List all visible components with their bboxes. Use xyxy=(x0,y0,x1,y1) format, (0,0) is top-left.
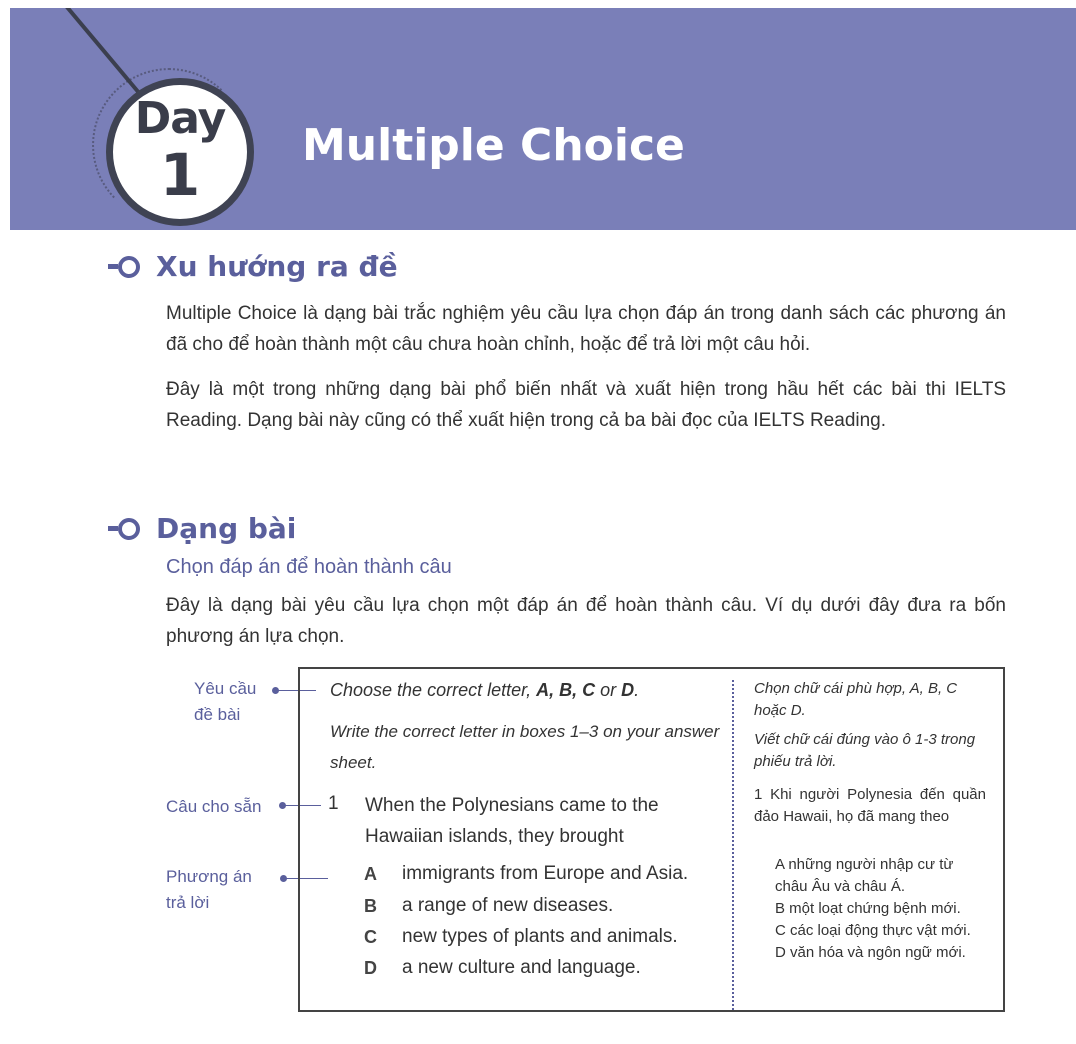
paragraph-1: Multiple Choice là dạng bài trắc nghiệm yêu cầu lựa chọn đáp án trong danh sách các phương án đã cho để hoàn thành một câu chưa hoàn chỉnh, hoặc để trả lời một câu hỏi. xyxy=(166,303,1006,355)
day-number: 1 xyxy=(159,141,201,209)
translation-option-b: B một loạt chứng bệnh mới. xyxy=(775,900,961,917)
section-heading-type xyxy=(108,512,296,545)
paragraph-2: Đây là một trong những dạng bài phổ biến nhất và xuất hiện trong hầu hết các bài thi IELTS Reading. Dạng bài này cũng có thể xuất hiện trong cả ba bài đọc của IELTS Reading. xyxy=(166,379,1006,431)
page-title: Multiple Choice xyxy=(302,120,685,171)
section-title: Dạng bài xyxy=(156,512,297,545)
paragraph-3: Đây là dạng bài yêu cầu lựa chọn một đáp án để hoàn thành câu. Ví dụ dưới đây đưa ra bốn phương án lựa chọn. xyxy=(166,595,1006,647)
header-banner xyxy=(10,8,1076,230)
bullet-circle-icon xyxy=(118,256,140,278)
bullet-circle-icon xyxy=(118,518,140,540)
dotted-divider xyxy=(732,680,734,1010)
day-badge xyxy=(106,78,254,226)
option-text-a: immigrants from Europe and Asia. xyxy=(402,863,689,884)
annotation-requirement: Yêu cầu đề bài xyxy=(194,679,257,724)
translation-option-c: C các loại động thực vật mới. xyxy=(775,922,971,939)
option-letter-d: D xyxy=(364,958,377,978)
subheading: Chọn đáp án để hoàn thành câu xyxy=(166,556,452,578)
bullet-dash-icon xyxy=(108,264,118,269)
translation-option-d: D văn hóa và ngôn ngữ mới. xyxy=(775,944,966,961)
option-letter-c: C xyxy=(364,927,377,947)
option-text-b: a range of new diseases. xyxy=(402,895,614,916)
option-text-d: a new culture and language. xyxy=(402,957,641,978)
translation-option-a: A những người nhập cư từ châu Âu và châu Á. xyxy=(775,856,954,895)
annotation-given-sentence: Câu cho sẵn xyxy=(166,797,262,816)
annotation-options: Phương án trả lời xyxy=(166,867,252,912)
instruction-1: Choose the correct letter, A, B, C or D. xyxy=(330,680,640,700)
instruction-2: Write the correct letter in boxes 1–3 on your answer sheet. xyxy=(330,722,720,772)
option-letter-b: B xyxy=(364,896,377,916)
section-heading-trend xyxy=(108,250,398,283)
translation-question: 1 Khi người Polynesia đến quần đảo Hawaii, họ đã mang theo xyxy=(754,786,986,825)
translation-instruction-2: Viết chữ cái đúng vào ô 1-3 trong phiếu trả lời. xyxy=(754,731,976,770)
question-number: 1 xyxy=(328,793,339,814)
bullet-dash-icon xyxy=(108,526,118,531)
section-title: Xu hướng ra đề xyxy=(156,250,398,283)
translation-instruction-1: Chọn chữ cái phù hợp, A, B, C hoặc D. xyxy=(754,680,958,719)
option-text-c: new types of plants and animals. xyxy=(402,926,678,947)
option-letter-a: A xyxy=(364,864,377,884)
question-text: When the Polynesians came to the Hawaiian islands, they brought xyxy=(365,795,659,847)
day-label: Day xyxy=(134,93,226,144)
